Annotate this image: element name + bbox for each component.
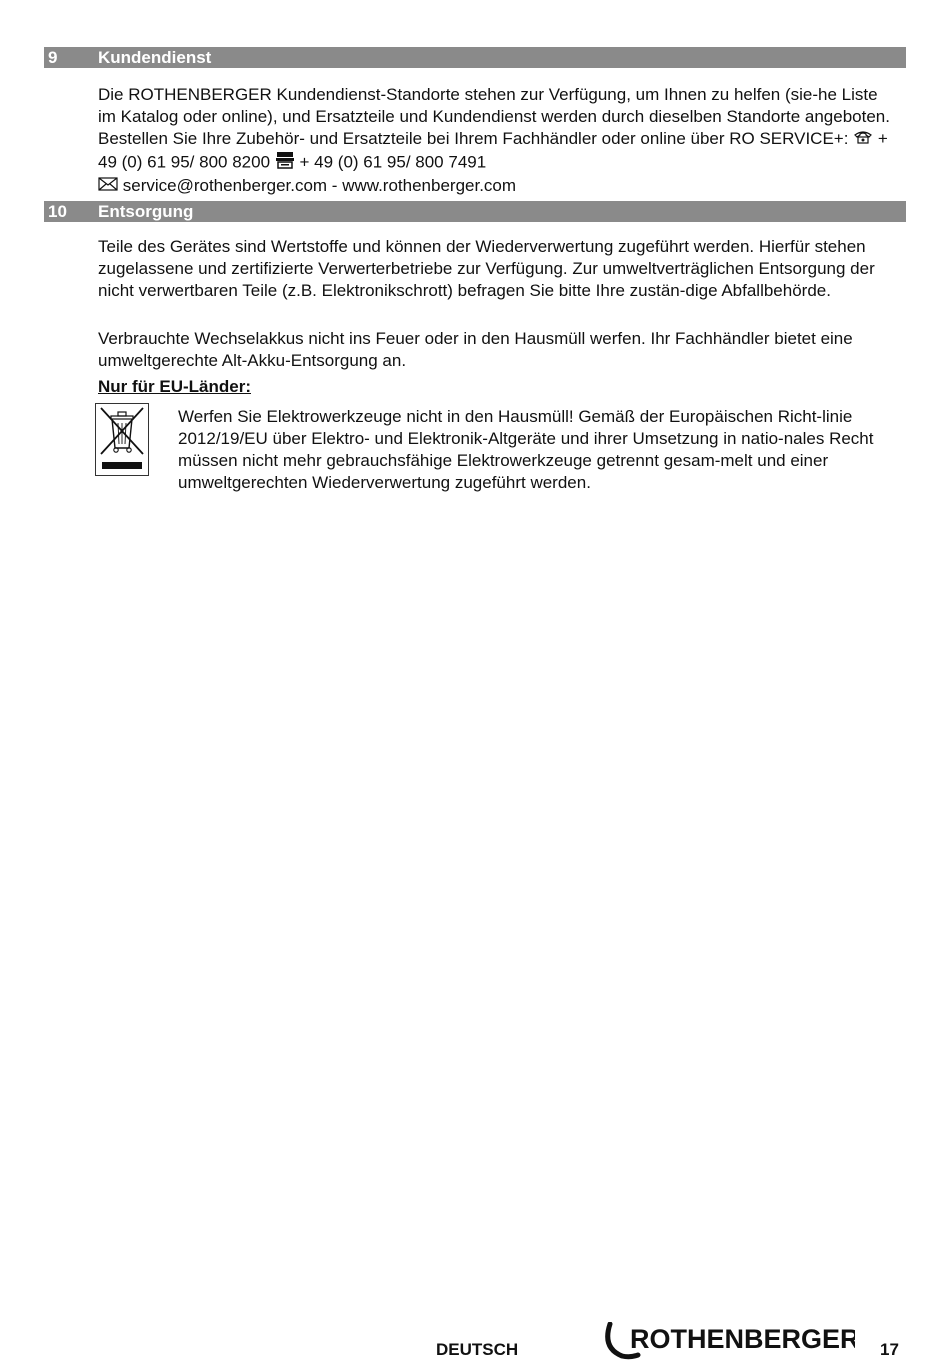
section-header-service (44, 47, 906, 68)
section-title: Entsorgung (98, 202, 194, 221)
service-text: Die ROTHENBERGER Kundendienst-Standorte stehen zur Verfügung, um Ihnen zu helfen (sie-he Liste im Katalog oder online), und Ersatzteile und Kundendienst werden durch dieselben Standorte angeboten. Bestellen Sie Ihre Zubehör- und Ersatzteile bei Ihrem Fachhändler oder online über RO SERVICE+: (98, 85, 890, 148)
footer-language: DEUTSCH (436, 1340, 519, 1359)
disposal-paragraph-1: Teile des Gerätes sind Wertstoffe und können der Wiederverwertung zugeführt werden. Hierfür stehen zugelassene und zertifizierte Verwerterbetriebe zur Verfügung. Zur umweltverträglichen Entsorgung der nicht verwertbaren Teile (z.B. Elektronikschrott) befragen Sie bitte Ihre zustän-dige Abfallbehörde. (98, 237, 875, 300)
section-number: 10 (48, 202, 67, 221)
page-number: 17 (880, 1340, 899, 1359)
phone-icon (853, 129, 873, 151)
rothenberger-logo (600, 1322, 855, 1360)
section-number: 9 (48, 48, 58, 67)
weee-crossed-bin-icon (95, 403, 149, 476)
section-header-disposal (44, 201, 906, 222)
disposal-paragraph-2: Verbrauchte Wechselakkus nicht ins Feuer oder in den Hausmüll werfen. Ihr Fachhändler bietet eine umweltgerechte Alt-Akku-Entsorgung an. (98, 329, 853, 370)
section-title: Kundendienst (98, 48, 212, 67)
eu-disposal-text: Werfen Sie Elektrowerkzeuge nicht in den Hausmüll! Gemäß der Europäischen Richt-linie 2012/19/EU über Elektro- und Elektronik-Altgeräte und ihrer Umsetzung in natio-nales Recht müssen nicht mehr gebrauchsfähige Elektrowerkzeuge getrennt gesam-melt und einer umweltgerechten Wiederverwertung zugeführt werden. (178, 407, 874, 492)
phone-number: + 49 (0) 61 95/ 800 8200 (98, 129, 888, 171)
envelope-icon (98, 175, 118, 197)
eu-heading: Nur für EU-Länder: (98, 377, 251, 396)
service-paragraph (98, 84, 898, 197)
logo-wordmark: ROTHENBERGER (630, 1324, 855, 1354)
fax-number: + 49 (0) 61 95/ 800 7491 (299, 152, 487, 171)
fax-icon (275, 151, 295, 175)
email-website-line: service@rothenberger.com - www.rothenberger.com (122, 175, 517, 195)
